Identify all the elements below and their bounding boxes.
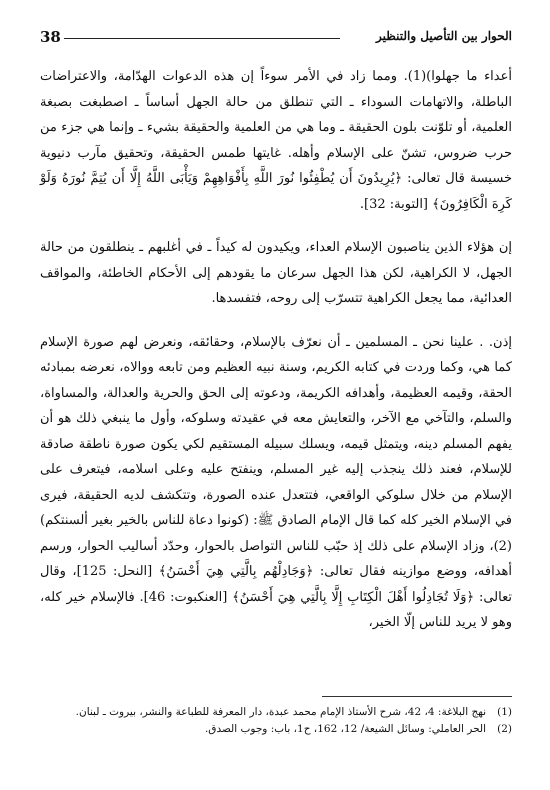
book-page (40, 28, 512, 768)
running-title: الحوار بين التأصيل والتنظير (376, 29, 512, 43)
page-number: 38 (40, 28, 61, 46)
footnote (40, 704, 512, 721)
paragraph: أعداء ما جهلوا)(1). ومما زاد في الأمر سوءاً إن هذه الدعوات الهدّامة، والاعتراضات الباطلة، والاتهامات السوداء ـ التي تنطلق من حالة الجهل أساساً ـ اصطبغت بصبغة العلمية، أو تلوّنت بلون الحقيقة ـ وما هي من العلمية والحقيقة بشيء ـ وإنما هي جزء من حرب ضروس، تشنّ على الإسلام وأهله. غايتها طمس الحقيقة، وتحقيق مآرب دنيوية خسيسة قال تعالى: ﴿يُرِيدُونَ أَن يُطْفِئُوا نُورَ اللَّهِ بِأَفْوَاهِهِمْ وَيَأْبَى اللَّهُ إِلَّا أَن يُتِمَّ نُورَهُ وَلَوْ كَرِهَ الْكَافِرُونَ﴾ [التوبة: 32]. (40, 69, 512, 212)
footnote-text: نهج البلاغة: 4، 42، شرح الأستاذ الإمام محمد عبدة، دار المعرفة للطباعة والنشر، بيروت ـ لبنان. (75, 706, 486, 718)
header-rule (64, 38, 340, 39)
footnote-number: (1) (497, 706, 512, 718)
paragraph: إن هؤلاء الذين يناصبون الإسلام العداء، ويكيدون له كيداً ـ في أغلبهم ـ ينطلقون من حالة الجهل، لا الكراهية، لكن هذا الجهل سرعان ما يقودهم إلى الأحكام الخاطئة، والمواقف العدائية، مما يجعل الكراهية تتسرّب إلى روحه، فتفسدها. (40, 240, 512, 306)
body-text (40, 64, 512, 636)
footnotes (40, 704, 512, 738)
footnote (40, 721, 512, 738)
page-header (40, 28, 512, 50)
footnote-text: الحر العاملي: وسائل الشيعة/ 12، 162، ح1، باب: وجوب الصدق. (204, 723, 486, 735)
footnote-rule (322, 696, 512, 697)
footnote-number: (2) (497, 723, 512, 735)
paragraph: إذن. . علينا نحن ـ المسلمين ـ أن نعرّف بالإسلام، وحقائقه، ونعرض لهم صورة الإسلام كما هي، وكما وردت في كتابه الكريم، وسنة نبيه العظيم ومن تابعه ووالاه، نعرضه بمبادئه الحقة، وقيمه العظيمة، وأهدافه الكريمة، ودعوته إلى الحق والحرية والعدالة، والمساواة، والسلم، والتآخي مع الآخر، والتعايش معه في عقيدته وسلوكه، وأول ما ينبغي ذلك هو أن يفهم المسلم دينه، ويتمثل قيمه، ويسلك سبيله المستقيم لكي يكون صورة ناطقة صادقة للإسلام، فعند ذلك ينجذب إليه غير المسلم، وينفتح عليه وعلى اسلامه، فيتعرف على الإسلام من خلال سلوكي الواقعي، فتتعدل عنده الصورة، وتتكشف لديه الحقيقة، فيرى في الإسلام الخير كله كما قال الإمام الصادق ﷺ: (كونوا دعاة للناس بالخير بغير ألسنتكم)(2)، وزاد الإسلام على ذلك إذ حبّب للناس التواصل بالحوار، وحدّد أساليب الحوار، ورسم أهدافه، ووضع موازينه فقال تعالى: ﴿وَجَادِلْهُم بِالَّتِي هِيَ أَحْسَنُ﴾ [النحل: 125]، وقال تعالى: ﴿وَلَا تُجَادِلُوا أَهْلَ الْكِتَابِ إِلَّا بِالَّتِي هِيَ أَحْسَنُ﴾ [العنكبوت: 46]. فالإسلام خير كله، وهو لا يريد للناس إلّا الخير، (40, 334, 512, 630)
